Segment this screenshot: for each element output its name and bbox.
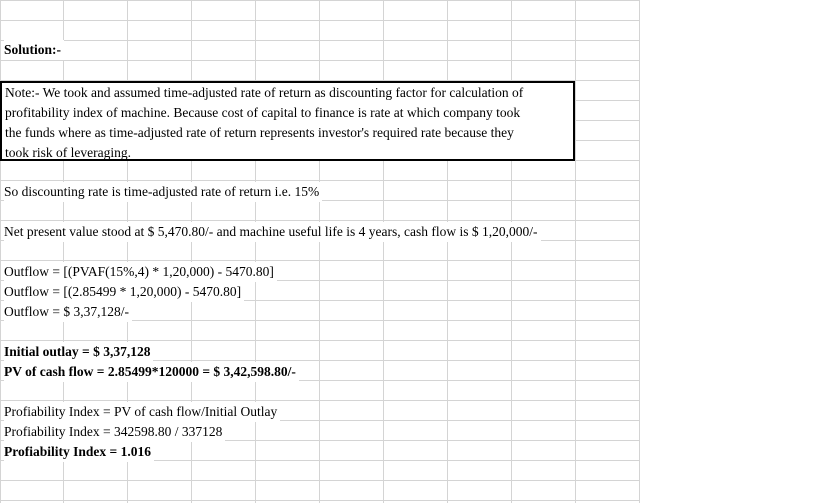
note-line: Note:- We took and assumed time-adjusted rate of return as discounting factor for calculation of: [5, 85, 524, 100]
solution-heading: Solution:-: [4, 40, 64, 60]
pv-cash-flow-text: PV of cash flow = 2.85499*120000 = $ 3,42,598.80/-: [4, 362, 299, 382]
outflow-substitution-text: Outflow = [(2.85499 * 1,20,000) - 5470.80]: [4, 282, 244, 302]
npv-text: Net present value stood at $ 5,470.80/- and machine useful life is 4 years, cash flow is $ 1,20,000/-: [4, 222, 541, 242]
discount-rate-text: So discounting rate is time-adjusted rate of return i.e. 15%: [4, 182, 322, 202]
outflow-formula-text: Outflow = [(PVAF(15%,4) * 1,20,000) - 5470.80]: [4, 262, 277, 282]
note-line: the funds where as time-adjusted rate of return represents investor's required rate because they: [5, 125, 514, 140]
pi-substitution-text: Profiability Index = 342598.80 / 337128: [4, 422, 225, 442]
outflow-result-text: Outflow = $ 3,37,128/-: [4, 302, 132, 322]
pi-result-text: Profiability Index = 1.016: [4, 442, 154, 462]
note-line: took risk of leveraging.: [5, 145, 131, 160]
note-box: [0, 81, 575, 161]
initial-outlay-text: Initial outlay = $ 3,37,128: [4, 342, 153, 362]
note-line: profitability index of machine. Because cost of capital to finance is rate at which company took: [5, 105, 521, 120]
pi-formula-text: Profiability Index = PV of cash flow/Initial Outlay: [4, 402, 280, 422]
